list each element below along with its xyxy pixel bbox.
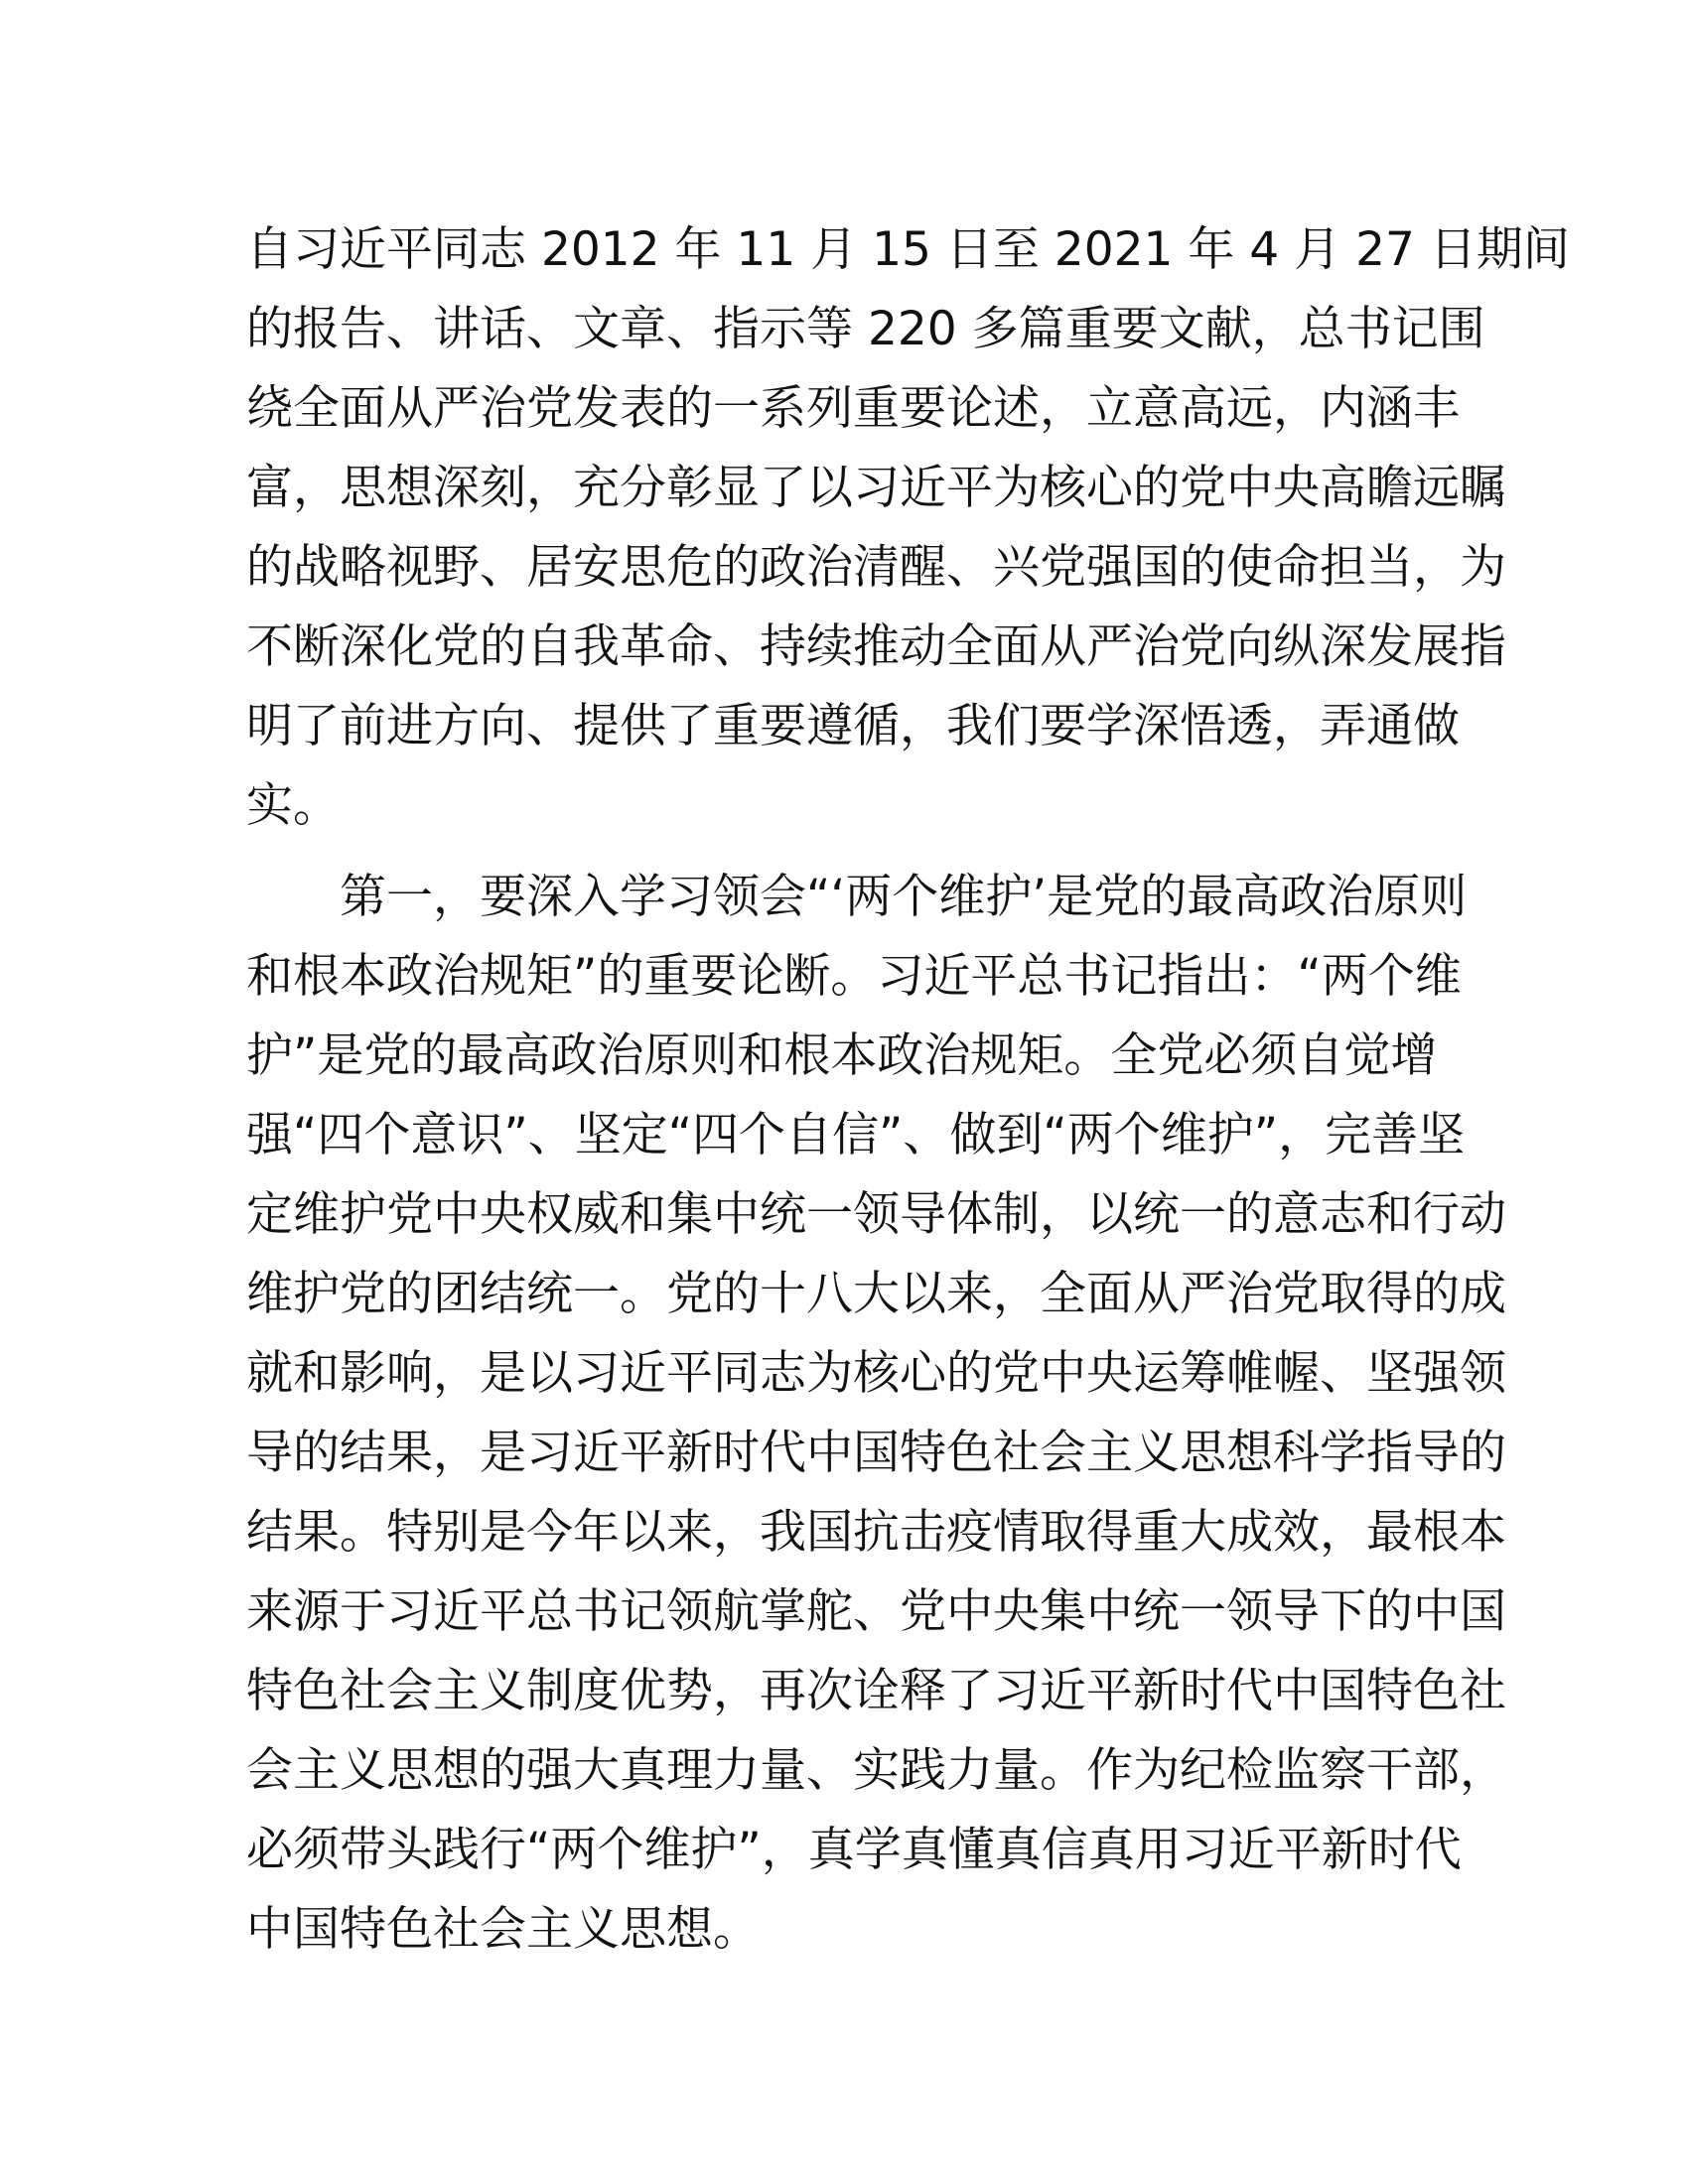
text-line: 明了前进方向、提供了重要遵循，我们要学深悟透，弄通做 (246, 699, 1460, 753)
text-line: 来源于习近平总书记领航掌舵、党中央集中统一领导下的中国 (246, 1584, 1506, 1639)
text-line: 强“四个意识”、坚定“四个自信”、做到“两个维护”，完善坚 (246, 1108, 1466, 1162)
text-line: 第一，要深入学习领会“‘两个维护’是党的最高政治原则 (246, 870, 1468, 924)
text-line: 特色社会主义制度优势，再次诠释了习近平新时代中国特色社 (246, 1664, 1506, 1718)
text-line: 维护党的团结统一。党的十八大以来，全面从严治党取得的成 (246, 1267, 1506, 1321)
paragraph-2 (246, 858, 1506, 1970)
document-body (246, 210, 1570, 1970)
text-line: 不断深化党的自我革命、持续推动全面从严治党向纵深发展指 (246, 619, 1506, 674)
text-line: 的报告、讲话、文章、指示等 220 多篇重要文献，总书记围 (246, 302, 1485, 356)
text-line: 会主义思想的强大真理力量、实践力量。作为纪检监察干部， (246, 1743, 1506, 1798)
text-line: 护”是党的最高政治原则和根本政治规矩。全党必须自觉增 (246, 1028, 1438, 1083)
text-line: 就和影响，是以习近平同志为核心的党中央运筹帷幄、坚强领 (246, 1346, 1506, 1401)
text-line: 和根本政治规矩”的重要论断。习近平总书记指出：“两个维 (246, 949, 1462, 1004)
text-line: 富，思想深刻，充分彰显了以习近平为核心的党中央高瞻远瞩 (246, 461, 1506, 515)
text-line: 必须带头践行“两个维护”，真学真懂真信真用习近平新时代 (246, 1823, 1462, 1877)
text-line: 实。 (246, 778, 340, 833)
text-line: 定维护党中央权威和集中统一领导体制，以统一的意志和行动 (246, 1187, 1506, 1242)
paragraph-1 (246, 210, 1570, 846)
text-line: 绕全面从严治党发表的一系列重要论述，立意高远，内涵丰 (246, 381, 1460, 436)
text-line: 自习近平同志 2012 年 11 月 15 日至 2021 年 4 月 27 日期间 (246, 222, 1570, 277)
text-line: 导的结果，是习近平新时代中国特色社会主义思想科学指导的 (246, 1426, 1506, 1480)
text-line: 结果。特别是今年以来，我国抗击疫情取得重大成效，最根本 (246, 1505, 1506, 1560)
text-line: 的战略视野、居安思危的政治清醒、兴党强国的使命担当，为 (246, 540, 1506, 595)
text-line: 中国特色社会主义思想。 (246, 1902, 760, 1957)
